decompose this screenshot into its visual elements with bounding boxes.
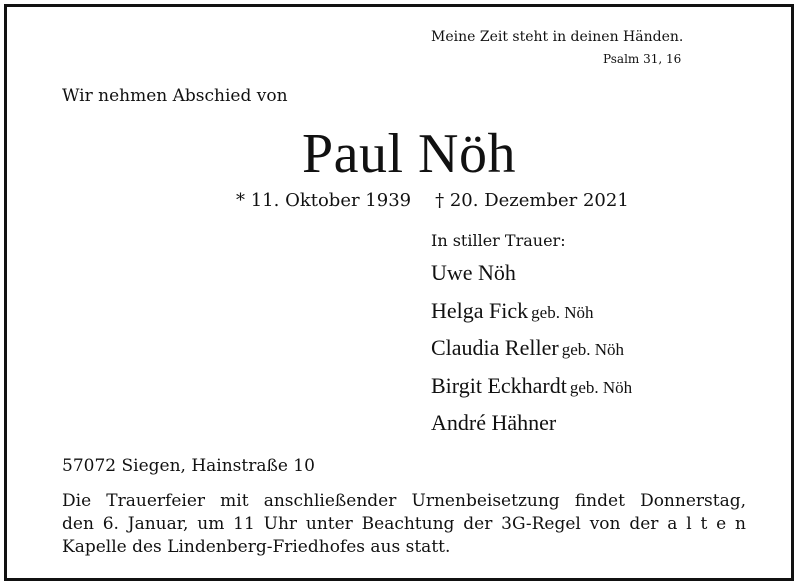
mourner-birth-name: geb. Nöh xyxy=(531,303,594,322)
mourner-name: André Hähner xyxy=(431,410,557,435)
mourner-item xyxy=(431,335,624,361)
death-date: † 20. Dezember 2021 xyxy=(435,190,629,211)
deceased-name: Paul Nöh xyxy=(302,123,516,185)
mourner-birth-name: geb. Nöh xyxy=(569,378,633,397)
mourning-heading: In stiller Trauer: xyxy=(431,231,566,250)
ceremony-notice xyxy=(62,490,746,559)
mourner-item xyxy=(431,260,516,286)
address: 57072 Siegen, Hainstraße 10 xyxy=(62,456,315,476)
mourner-item xyxy=(431,298,593,324)
intro-text: Wir nehmen Abschied von xyxy=(62,86,288,106)
mourner-name: Claudia Reller xyxy=(431,335,559,360)
life-dates xyxy=(236,190,629,211)
mourner-name: Birgit Eckhardt xyxy=(431,373,567,398)
mourner-name: Helga Fick xyxy=(431,298,529,323)
ceremony-line: den 6. Januar, um 11 Uhr unter Beachtung der 3G-Regel von der a l t e n xyxy=(62,514,746,534)
birth-date: * 11. Oktober 1939 xyxy=(236,190,412,211)
mourner-birth-name: geb. Nöh xyxy=(561,340,625,359)
mourner-item xyxy=(431,373,632,399)
mourner-name: Uwe Nöh xyxy=(431,260,516,285)
mourner-item xyxy=(431,410,556,436)
ceremony-line: Die Trauerfeier mit anschließender Urnenbeisetzung findet Donnerstag, xyxy=(62,491,746,511)
ceremony-line: Kapelle des Lindenberg-Friedhofes aus statt. xyxy=(62,537,451,557)
epigraph-quote: Meine Zeit steht in deinen Händen. xyxy=(431,29,684,45)
epigraph-source: Psalm 31, 16 xyxy=(603,52,682,66)
